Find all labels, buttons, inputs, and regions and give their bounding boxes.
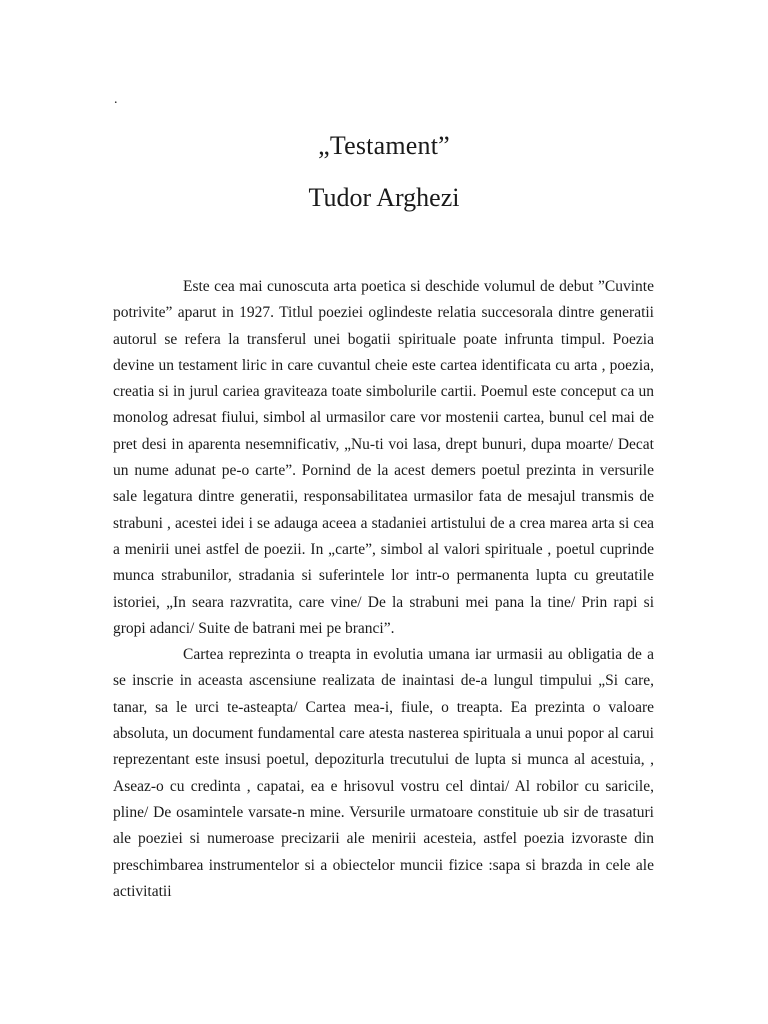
author-name: Tudor Arghezi xyxy=(308,183,460,212)
paragraph: Este cea mai cunoscuta arta poetica si deschide volumul de debut ”Cuvinte potrivite” aparut in 1927. Titlul poeziei oglindeste relatia succesorala dintre generatii autorul se refera la transferul unei bogatii spirituale poate infrunta timpul. Poezia devine un testament liric in care cuvantul cheie este cartea identificata cu arta , poezia, creatia si in jurul cariea graviteaza toate simbolurile cartii. Poemul este conceput ca un monolog adresat fiului, simbol al urmasilor care vor mostenii cartea, bunul cel mai de pret desi in aparenta nesemnificativ, „Nu-ti voi lasa, drept bunuri, dupa moarte/ Decat un nume adunat pe-o carte”. Pornind de la acest demers poetul prezinta in versurile sale legatura dintre generatii, responsabilitatea urmasilor fata de mesajul transmis de strabuni , acestei idei i se adauga aceea a stadaniei artistului de a crea marea arta si cea a menirii unei astfel de poezii. In „carte”, simbol al valori spirituale , poetul cuprinde munca strabunilor, stradania si suferintele lor intr-o permanenta lupta cu greutatile istoriei, „In seara razvratita, care vine/ De la strabuni mei pana la tine/ Prin rapi si gropi adanci/ Suite de batrani mei pe branci”. xyxy=(113,278,654,637)
poem-title: „Testament” xyxy=(318,131,450,160)
title-block xyxy=(0,126,768,218)
paragraph: Cartea reprezinta o treapta in evolutia umana iar urmasii au obligatia de a se inscrie in aceasta ascensiune realizata de inaintasi de-a lungul timpului „Si care, tanar, sa le urci te-asteapta/ Cartea mea-i, fiule, o treapta. Ea prezinta o valoare absoluta, un document fundamental care atesta nasterea spirituala a unui popor al carui reprezentant este insusi poetul, depoziturla trecutului de lupta si munca al acestuia, , Aseaz-o cu credinta , capatai, ea e hrisovul vostru cel dintai/ Al robilor cu saricile, pline/ De osamintele varsate-n mine. Versurile urmatoare constituie ub sir de trasaturi ale poeziei si numeroase precizarii ale menirii acesteia, astfel poezia izvoraste din preschimbarea instrumentelor si a obiectelor muncii fizice :sapa si brazda in cele ale activitatii xyxy=(113,646,654,900)
page-marker: . xyxy=(114,92,118,107)
body-text xyxy=(113,274,654,905)
